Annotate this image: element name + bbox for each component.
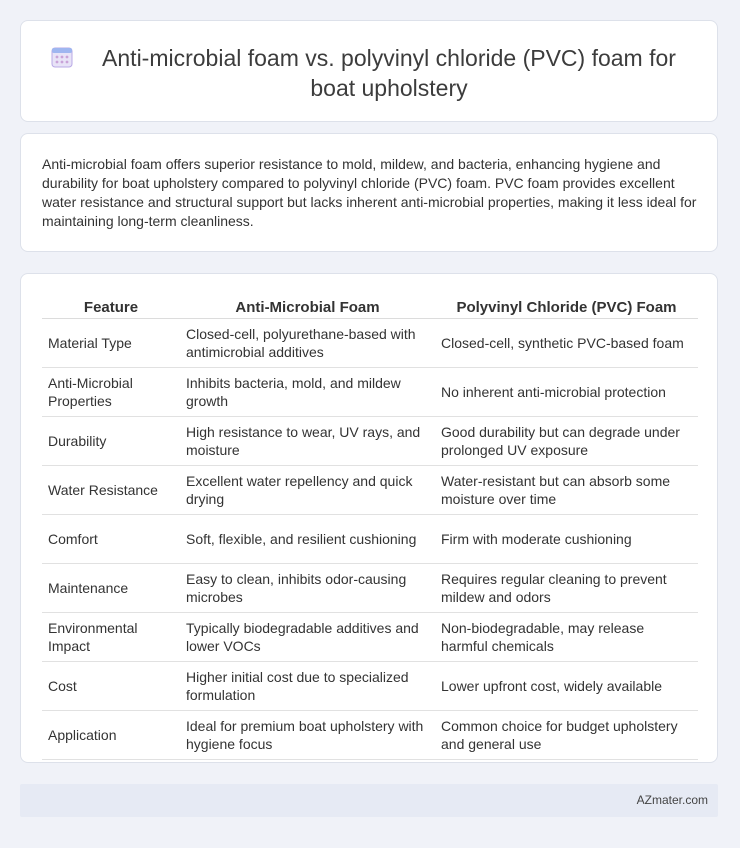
- row-feature-cell: Environmental Impact: [42, 613, 180, 662]
- row-feature-cell: Water Resistance: [42, 466, 180, 515]
- row-anti-microbial-cell: Ideal for premium boat upholstery with hygiene focus: [180, 711, 435, 760]
- row-feature-cell: Durability: [42, 417, 180, 466]
- table-row: [42, 564, 698, 613]
- row-anti-microbial-cell: Excellent water repellency and quick drying: [180, 466, 435, 515]
- header-pvc: Polyvinyl Chloride (PVC) Foam: [435, 296, 698, 319]
- row-anti-microbial-cell: Typically biodegradable additives and lower VOCs: [180, 613, 435, 662]
- comparison-table-card: [20, 273, 718, 763]
- row-pvc-cell: Requires regular cleaning to prevent mildew and odors: [435, 564, 698, 613]
- row-pvc-cell: Good durability but can degrade under prolonged UV exposure: [435, 417, 698, 466]
- summary-paragraph: Anti-microbial foam offers superior resistance to mold, mildew, and bacteria, enhancing hygiene and durability for boat upholstery compared to polyvinyl chloride (PVC) foam. PVC foam provides excellent water resistance and structural support but lacks inherent anti-microbial properties, making it less ideal for maintaining long-term cleanliness.: [42, 156, 697, 229]
- table-row: [42, 368, 698, 417]
- row-feature-cell: Material Type: [42, 319, 180, 368]
- table-row: [42, 515, 698, 564]
- footer-bar: [20, 784, 718, 817]
- row-feature-cell: Application: [42, 711, 180, 760]
- row-pvc-cell: No inherent anti-microbial protection: [435, 368, 698, 417]
- row-feature-cell: Cost: [42, 662, 180, 711]
- header-feature: Feature: [42, 296, 180, 319]
- table-row: [42, 613, 698, 662]
- title-card: [20, 20, 718, 122]
- table-row: [42, 662, 698, 711]
- summary-card: [20, 133, 718, 252]
- table-row: [42, 711, 698, 760]
- footer-brand: AZmater.com: [636, 793, 708, 807]
- page-title: Anti-microbial foam vs. polyvinyl chloride (PVC) foam for boat upholstery: [102, 45, 676, 101]
- row-pvc-cell: Firm with moderate cushioning: [435, 515, 698, 564]
- row-anti-microbial-cell: Easy to clean, inhibits odor-causing microbes: [180, 564, 435, 613]
- row-feature-cell: Comfort: [42, 515, 180, 564]
- header-anti-microbial: Anti-Microbial Foam: [180, 296, 435, 319]
- table-row: [42, 417, 698, 466]
- table-header-row: [42, 296, 698, 319]
- table-row: [42, 319, 698, 368]
- row-pvc-cell: Common choice for budget upholstery and general use: [435, 711, 698, 760]
- row-anti-microbial-cell: Inhibits bacteria, mold, and mildew growth: [180, 368, 435, 417]
- row-pvc-cell: Closed-cell, synthetic PVC-based foam: [435, 319, 698, 368]
- row-pvc-cell: Non-biodegradable, may release harmful chemicals: [435, 613, 698, 662]
- row-pvc-cell: Lower upfront cost, widely available: [435, 662, 698, 711]
- row-pvc-cell: Water-resistant but can absorb some moisture over time: [435, 466, 698, 515]
- table-row: [42, 466, 698, 515]
- row-anti-microbial-cell: Closed-cell, polyurethane-based with antimicrobial additives: [180, 319, 435, 368]
- row-feature-cell: Maintenance: [42, 564, 180, 613]
- row-anti-microbial-cell: High resistance to wear, UV rays, and moisture: [180, 417, 435, 466]
- row-anti-microbial-cell: Soft, flexible, and resilient cushioning: [180, 515, 435, 564]
- comparison-table: [42, 296, 698, 760]
- row-anti-microbial-cell: Higher initial cost due to specialized formulation: [180, 662, 435, 711]
- row-feature-cell: Anti-Microbial Properties: [42, 368, 180, 417]
